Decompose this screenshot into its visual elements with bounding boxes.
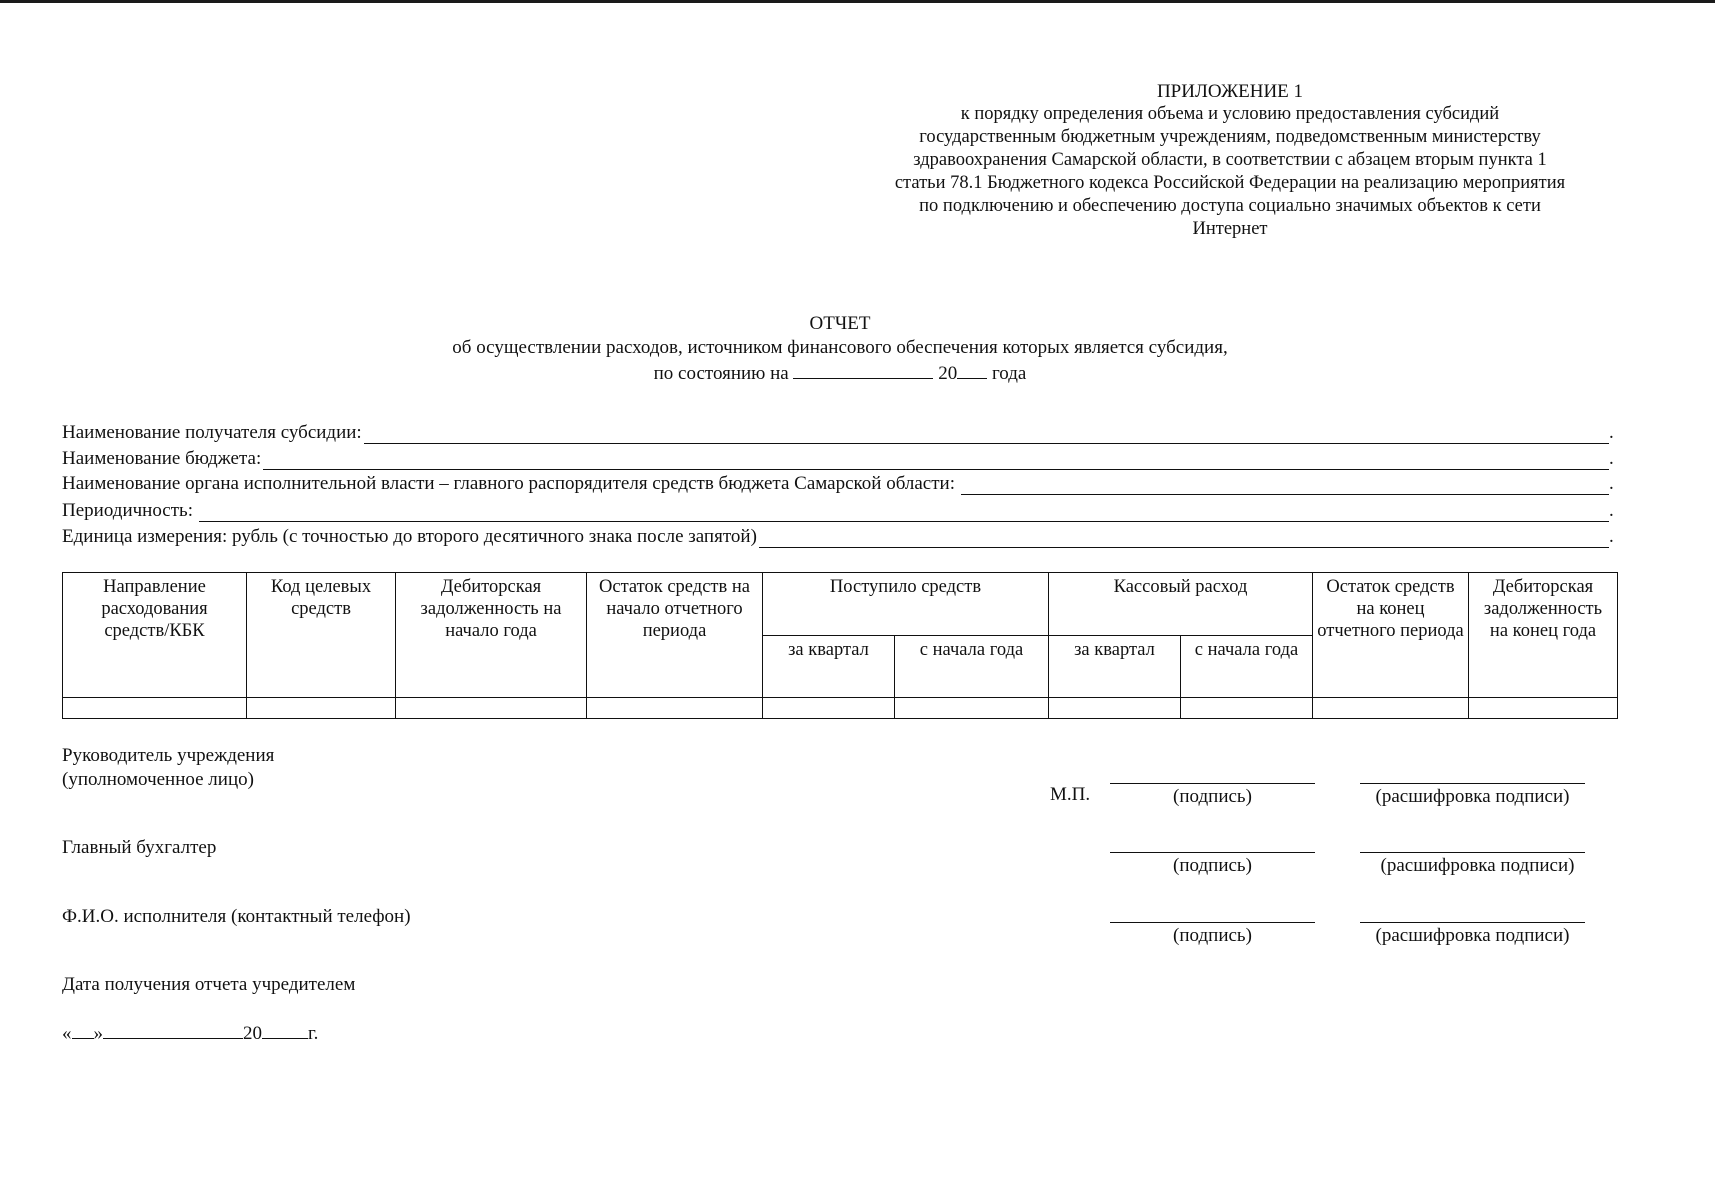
table-row [63,698,1618,719]
report-date-prefix: по состоянию на [653,363,789,384]
report-year-blank[interactable] [957,360,987,379]
field-label: Единица измерения: рубль (с точностью до второго десятичного знака после запятой) [62,526,757,547]
receipt-date [62,1020,318,1045]
executor-decode-line[interactable] [1360,921,1585,923]
receipt-open-quote: « [62,1023,72,1044]
header-direction: Направление расходования средств/КБК [63,573,247,698]
header-debt-start: Дебиторская задолженность на начало года [396,573,587,698]
report-title: ОТЧЕТ [809,313,871,334]
field-budget: Наименование бюджета: . [62,448,1614,469]
header-expense-quarter: за квартал [1049,635,1181,698]
field-label: Наименование органа исполнительной власти – главного распорядителя средств бюджета Самарской области: [62,473,955,494]
report-date-suffix: года [991,363,1027,384]
header-debt-end: Дебиторская задолженность на конец года [1469,573,1618,698]
signature-executor-label: Ф.И.О. исполнителя (контактный телефон) [62,906,411,927]
field-label: Наименование бюджета: [62,448,262,469]
table-cell[interactable] [247,698,396,719]
field-authority-input[interactable] [961,476,1609,495]
signature-caption: (подпись) [1173,925,1252,946]
decode-caption: (расшифровка подписи) [1375,925,1570,946]
field-label: Наименование получателя субсидии: [62,422,362,443]
table-cell[interactable] [1469,698,1618,719]
field-unit-input[interactable] [759,529,1609,548]
head-label-line1: Руководитель учреждения [62,745,275,766]
receipt-day-blank[interactable] [72,1020,94,1039]
field-recipient-input[interactable] [364,425,1609,444]
field-periodicity-input[interactable] [199,503,1609,522]
accountant-decode-line[interactable] [1360,851,1585,853]
executor-signature-line[interactable] [1110,921,1315,923]
table-cell[interactable] [1049,698,1181,719]
table-cell[interactable] [763,698,895,719]
report-header [230,312,1450,386]
header-code: Код целевых средств [247,573,396,698]
report-subtitle: об осуществлении расходов, источником финансового обеспечения которых является субсидия, [452,337,1228,358]
decode-caption: (расшифровка подписи) [1375,786,1570,807]
table-cell[interactable] [1181,698,1313,719]
header-balance-start: Остаток средств на начало отчетного периода [587,573,763,698]
accountant-signature-line[interactable] [1110,851,1315,853]
table-cell[interactable] [1313,698,1469,719]
table-cell[interactable] [63,698,247,719]
stamp-mark-label: М.П. [1050,784,1091,805]
appendix-header [830,80,1630,241]
appendix-line: по подключению и обеспечению доступа социально значимых объектов к сети [919,196,1541,216]
signature-head-label [62,744,274,792]
field-recipient: Наименование получателя субсидии: . [62,422,1614,443]
report-date-year: 20 [938,363,958,384]
receipt-year: 20 [243,1023,262,1044]
field-budget-input[interactable] [263,451,1609,470]
header-balance-end: Остаток средств на конец отчетного периода [1313,573,1469,698]
signature-caption: (подпись) [1173,855,1252,876]
field-periodicity: Периодичность: . [62,500,1614,521]
appendix-line: государственным бюджетным учреждениям, подведомственным министерству [919,127,1541,147]
decode-caption: (расшифровка подписи) [1380,855,1575,876]
table-cell[interactable] [396,698,587,719]
receipt-label: Дата получения отчета учредителем [62,974,356,995]
signature-caption: (подпись) [1173,786,1252,807]
appendix-line: к порядку определения объема и условию предоставления субсидий [960,104,1500,124]
report-table [62,572,1618,719]
header-received-group: Поступило средств [763,573,1049,636]
receipt-month-blank[interactable] [103,1020,243,1039]
appendix-line: статьи 78.1 Бюджетного кодекса Российской Федерации на реализацию мероприятия [894,173,1566,193]
table-cell[interactable] [587,698,763,719]
receipt-year-blank[interactable] [262,1020,308,1039]
appendix-line: здравоохранения Самарской области, в соответствии с абзацем вторым пункта 1 [913,150,1547,170]
receipt-suffix: г. [308,1023,319,1044]
header-received-ytd: с начала года [895,635,1049,698]
header-expense-group: Кассовый расход [1049,573,1313,636]
header-received-quarter: за квартал [763,635,895,698]
report-date-blank[interactable] [793,360,933,379]
signature-accountant-label: Главный бухгалтер [62,837,217,858]
head-signature-line[interactable] [1110,782,1315,784]
header-expense-ytd: с начала года [1181,635,1313,698]
head-decode-line[interactable] [1360,782,1585,784]
appendix-title: ПРИЛОЖЕНИЕ 1 [1156,81,1304,102]
field-label: Периодичность: [62,500,193,521]
field-unit: Единица измерения: рубль (с точностью до второго десятичного знака после запятой) . [62,526,1614,547]
table-cell[interactable] [895,698,1049,719]
head-label-line2: (уполномоченное лицо) [62,769,254,790]
top-border-line [0,0,1715,3]
field-authority: Наименование органа исполнительной власти – главного распорядителя средств бюджета Самарской области: . [62,473,1614,494]
appendix-line: Интернет [1192,219,1268,239]
receipt-close-quote: » [93,1023,103,1044]
report-dateline [230,360,1450,386]
